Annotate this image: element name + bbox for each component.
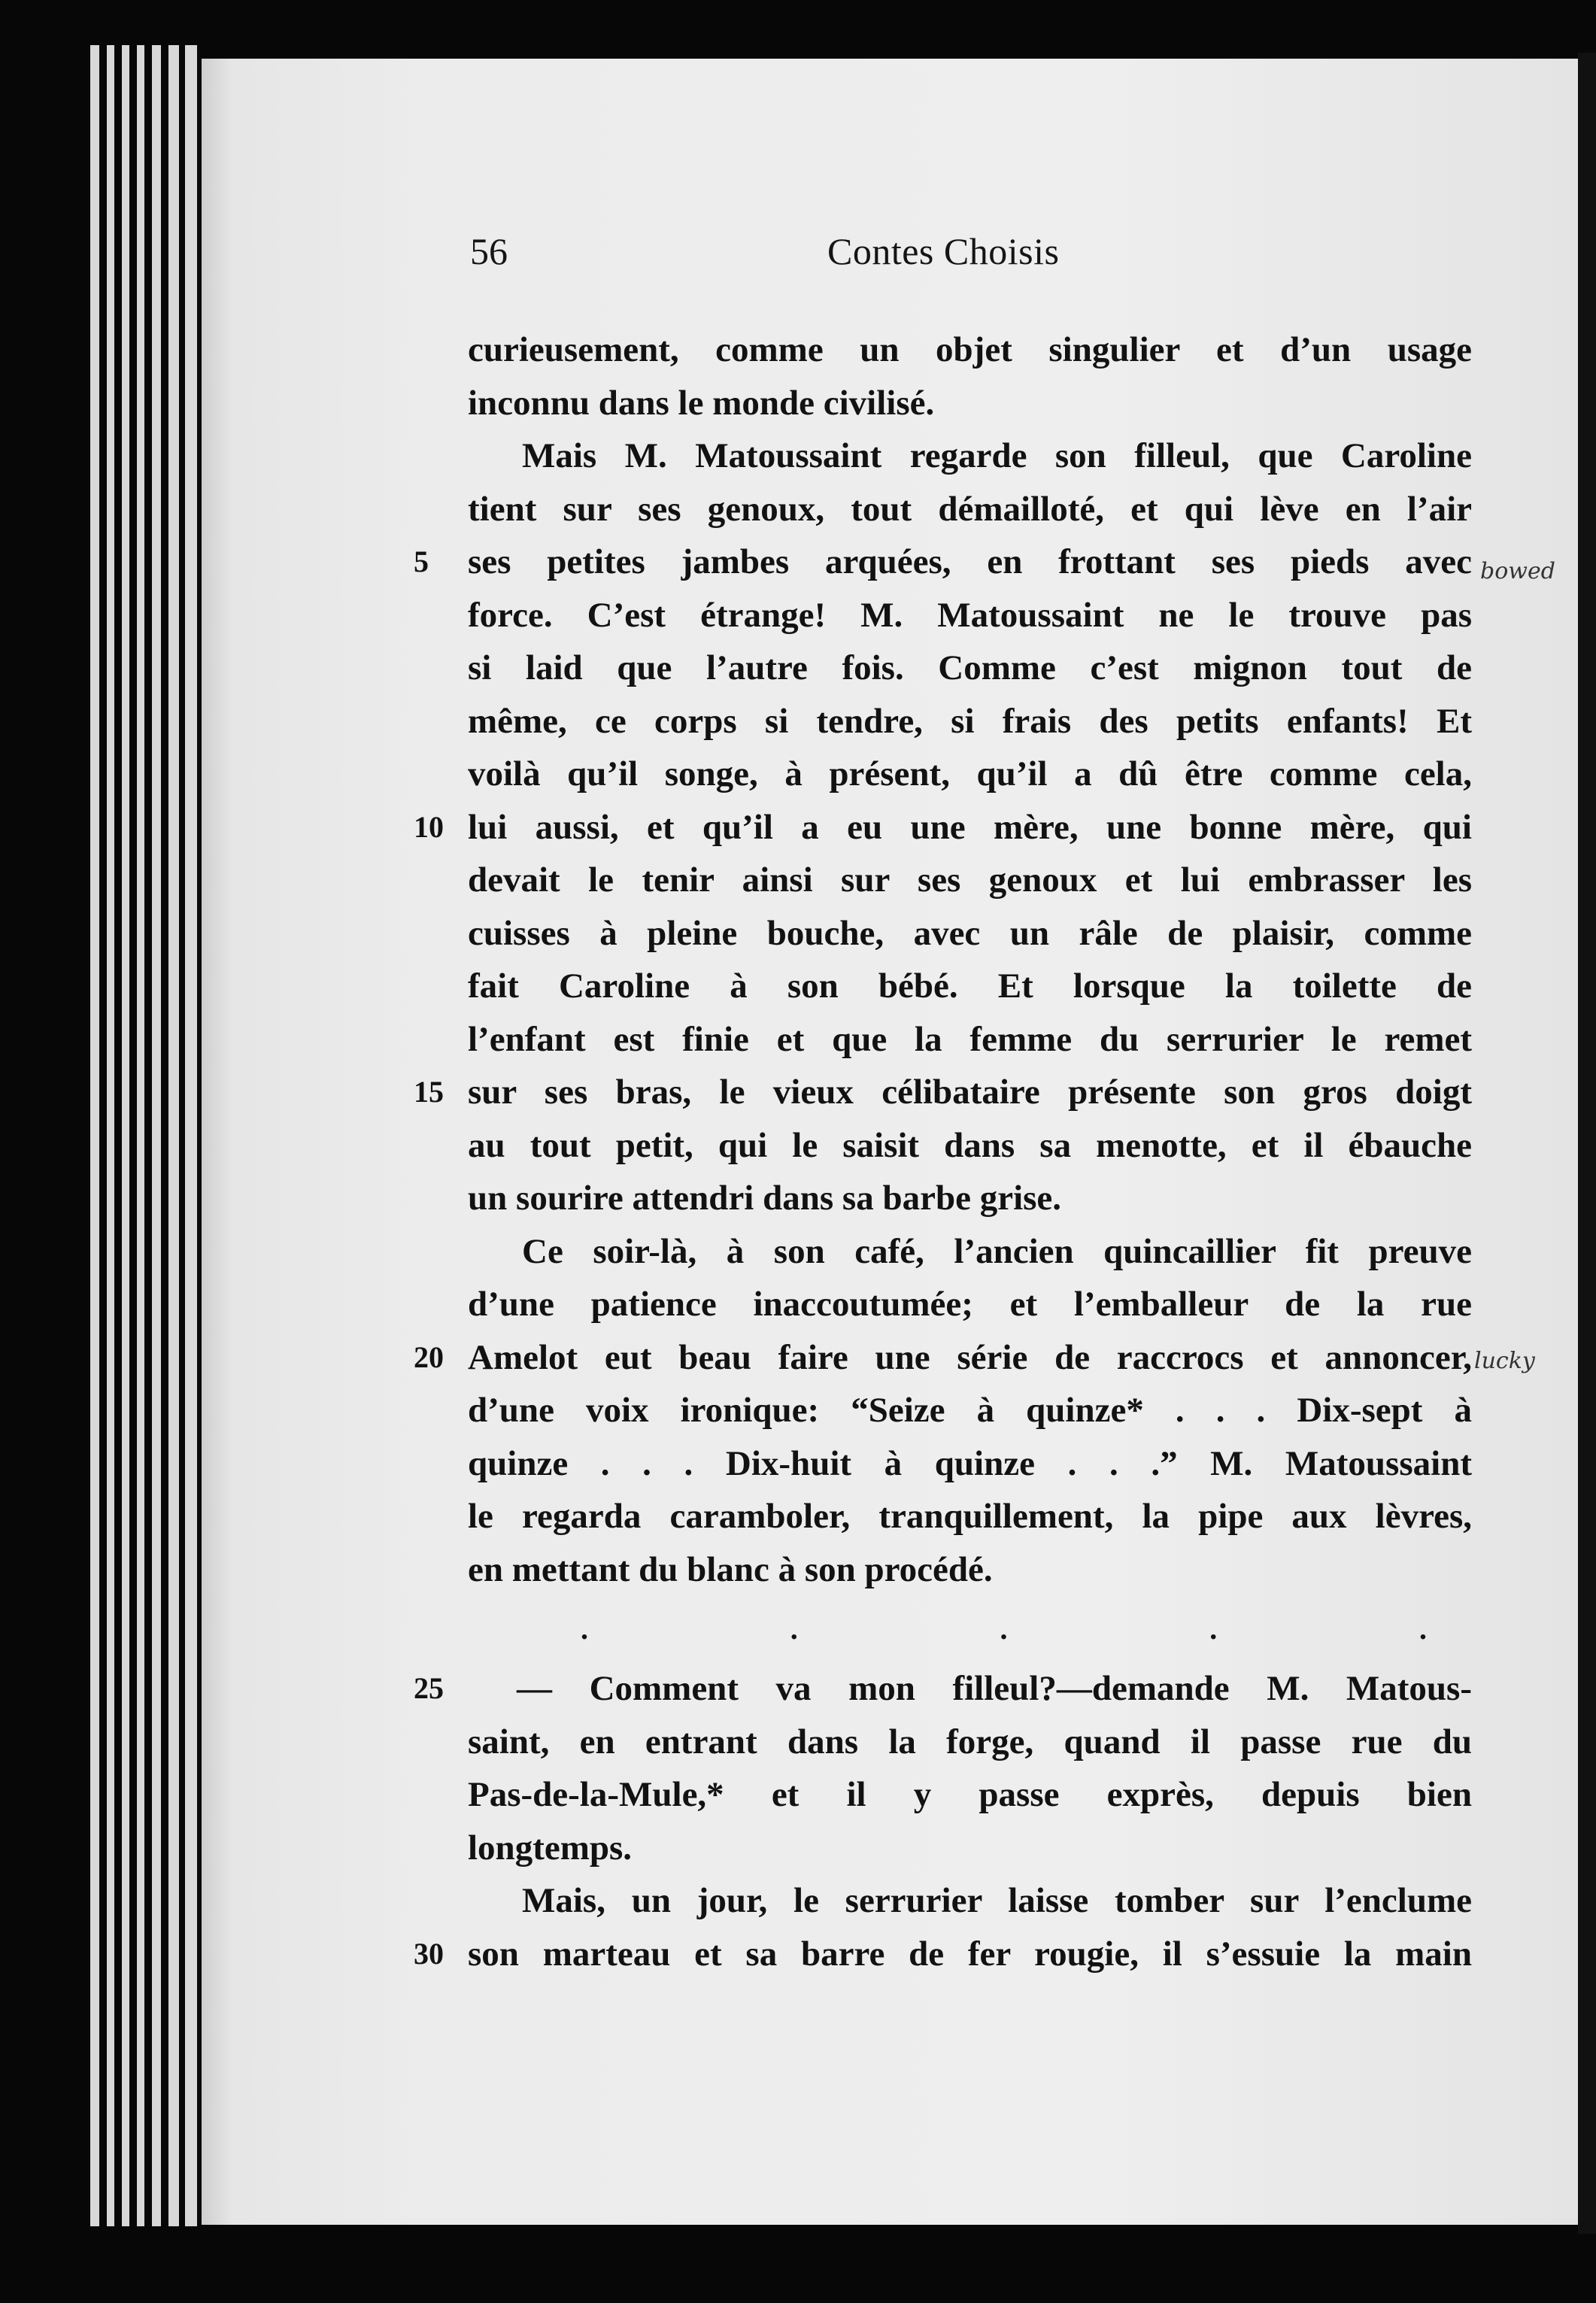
text-line: au tout petit, qui le saisit dans sa menotte, et il ébauche — [468, 1125, 1472, 1165]
line-number: 25 — [414, 1671, 444, 1705]
text-line: curieusement, comme un objet singulier et d’un usage — [468, 330, 1472, 369]
text-line: en mettant du blanc à son procédé. — [468, 1549, 993, 1589]
separator-dot: . — [790, 1612, 798, 1646]
book-edge — [137, 45, 144, 2226]
book-edge — [122, 45, 129, 2226]
separator-dot: . — [1419, 1612, 1427, 1646]
text-line: même, ce corps si tendre, si frais des petits enfants! Et — [468, 701, 1472, 741]
text-line: longtemps. — [468, 1828, 633, 1868]
text-line: 15 sur ses bras, le vieux célibataire présente son gros doigt — [468, 1066, 1472, 1119]
separator-dot: . — [581, 1612, 588, 1646]
line-number: 30 — [414, 1936, 444, 1971]
page-shadow — [1578, 53, 1596, 2234]
handwritten-annotation: lucky — [1474, 1348, 1535, 1374]
text-line: l’enfant est finie et que la femme du serrurier le remet — [468, 1019, 1472, 1059]
text-line: 5 ses petites jambes arquées, en frottant ses pieds avec — [468, 536, 1472, 589]
line-number: 20 — [414, 1340, 444, 1374]
book-edge — [185, 45, 197, 2226]
text-line: le regarda caramboler, tranquillement, la pipe aux lèvres, — [468, 1497, 1472, 1536]
text-line: d’une patience inaccoutumée; et l’emballeur de la rue — [468, 1285, 1472, 1324]
text-line: saint, en entrant dans la forge, quand il passe rue du — [468, 1722, 1472, 1761]
text-line: cuisses à pleine bouche, avec un râle de plaisir, comme — [468, 913, 1472, 953]
book-edge — [152, 45, 161, 2226]
text-line: inconnu dans le monde civilisé. — [468, 383, 935, 423]
text-line: d’une voix ironique: “Seize à quinze* . . . Dix-sept à — [468, 1391, 1472, 1430]
section-separator — [468, 1596, 1472, 1662]
text-line: Ce soir-là, à son café, l’ancien quincaillier fit preuve — [522, 1231, 1472, 1271]
text-line: si laid que l’autre fois. Comme c’est mignon tout de — [468, 648, 1472, 687]
text-line: fait Caroline à son bébé. Et lorsque la toilette de — [468, 966, 1472, 1006]
text-line: force. C’est étrange! M. Matoussaint ne le trouve pas — [468, 595, 1472, 635]
book-edge — [168, 45, 179, 2226]
separator-dot: . — [1000, 1612, 1008, 1646]
text-line: Mais M. Matoussaint regarde son filleul, que Caroline — [522, 436, 1472, 475]
body-text — [414, 323, 1472, 1980]
running-title: Contes Choisis — [827, 230, 1060, 272]
text-line: voilà qu’il songe, à présent, qu’il a dû être comme cela, — [468, 754, 1472, 793]
text-line: devait le tenir ainsi sur ses genoux et lui embrasser les — [468, 860, 1472, 900]
text-line: 20 Amelot eut beau faire une série de raccrocs et annoncer, — [468, 1331, 1472, 1385]
text-line: 30 son marteau et sa barre de fer rougie, il s’essuie la main — [468, 1928, 1472, 1981]
text-line: 25 — Comment va mon filleul?—demande M. Matous- — [468, 1662, 1472, 1716]
book-edge — [107, 45, 114, 2226]
handwritten-annotation: bowed — [1480, 558, 1555, 584]
separator-dot: . — [1209, 1612, 1218, 1646]
text-line: quinze . . . Dix-huit à quinze . . .” M. Matoussaint — [468, 1443, 1472, 1483]
line-number: 10 — [414, 809, 444, 844]
book-edge — [90, 45, 99, 2226]
text-line: Mais, un jour, le serrurier laisse tomber sur l’enclume — [522, 1881, 1472, 1920]
page-number: 56 — [470, 230, 508, 272]
text-line: un sourire attendri dans sa barbe grise. — [468, 1179, 1062, 1218]
text-line: 10 lui aussi, et qu’il a eu une mère, une bonne mère, qui — [468, 801, 1472, 854]
text-line: tient sur ses genoux, tout démailloté, et qui lève en l’air — [468, 489, 1472, 529]
line-number: 5 — [414, 545, 429, 578]
page-header — [0, 229, 1596, 282]
text-line: Pas-de-la-Mule,* et il y passe exprès, depuis bien — [468, 1775, 1472, 1814]
line-number: 15 — [414, 1075, 444, 1109]
